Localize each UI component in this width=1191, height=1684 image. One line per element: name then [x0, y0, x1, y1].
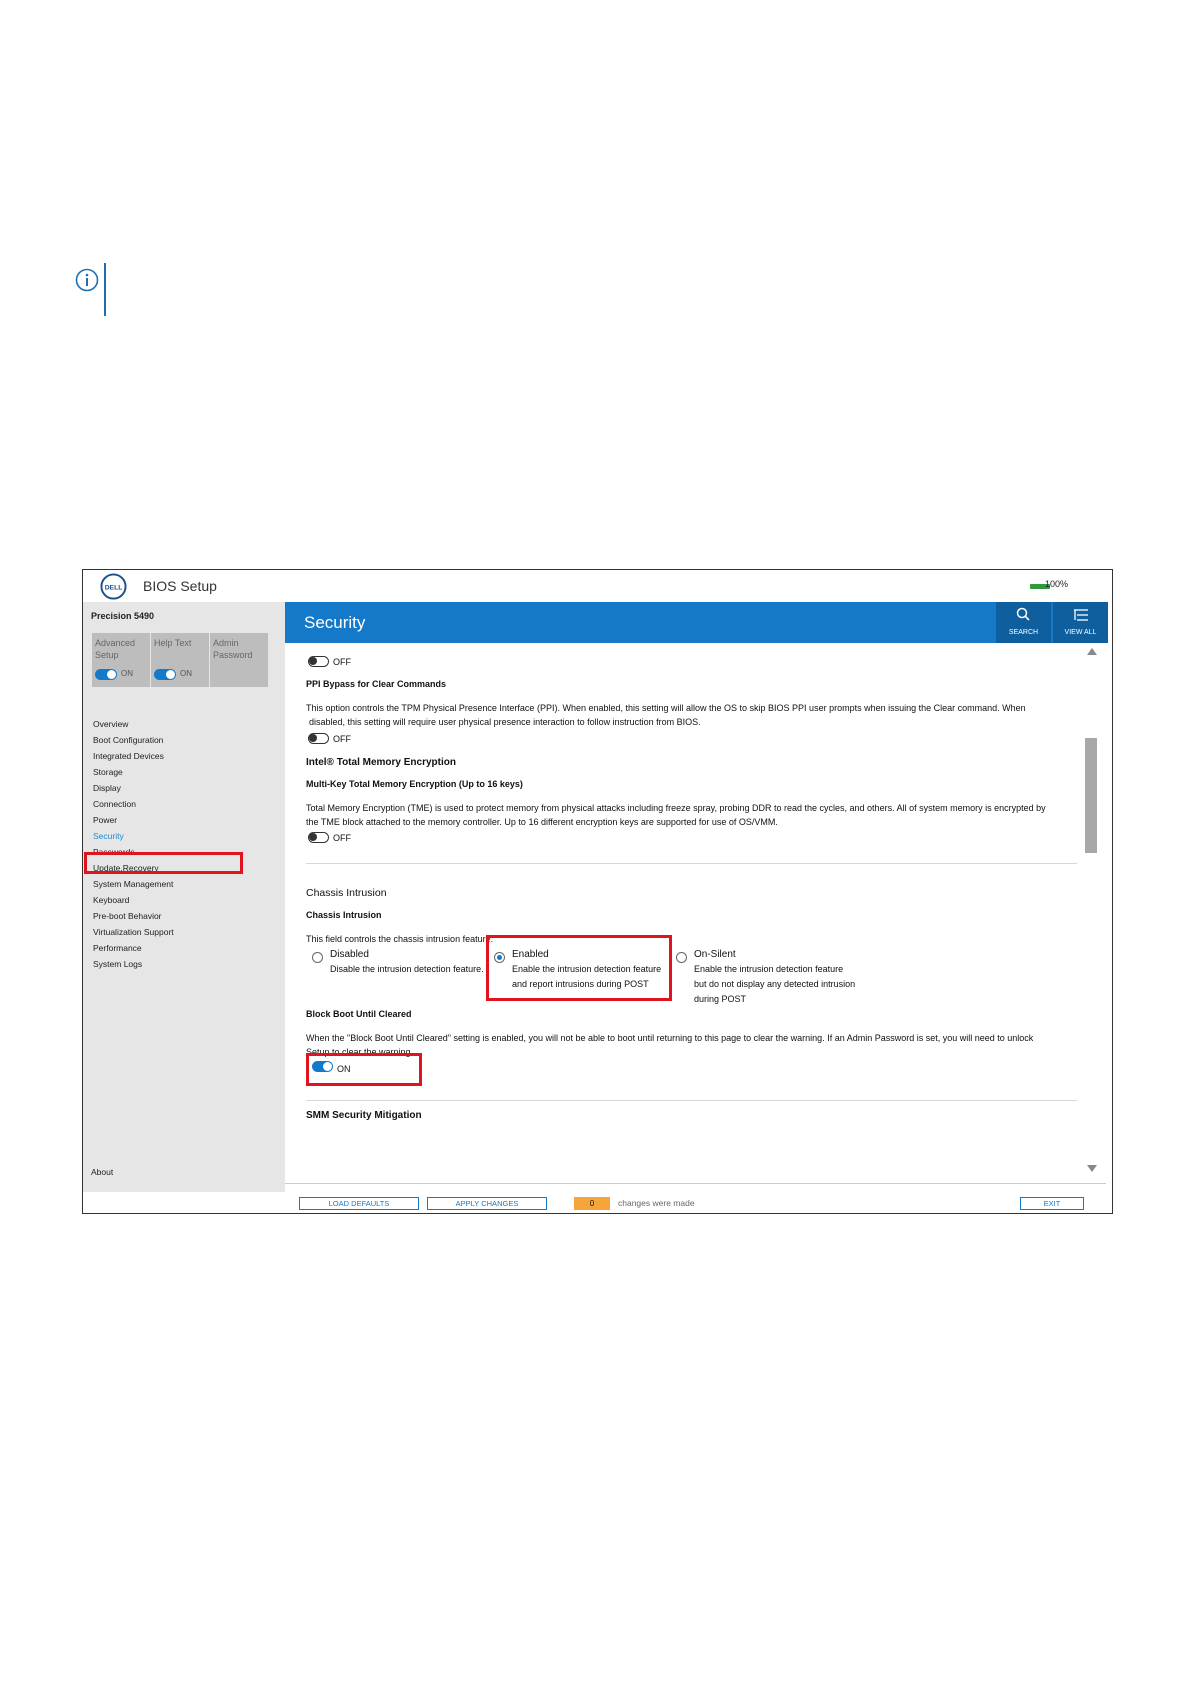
note-divider: [104, 263, 106, 316]
section-divider: [306, 1100, 1077, 1101]
sidebar-nav: [93, 716, 174, 972]
footer-divider: [285, 1183, 1106, 1184]
svg-text:DELL: DELL: [104, 584, 123, 592]
sidebar-item-about[interactable]: About: [91, 1167, 114, 1177]
option-disabled: [330, 947, 484, 977]
scroll-down-arrow-icon[interactable]: [1087, 1165, 1097, 1172]
tme-description-line2: the TME block attached to the memory controller. Up to 16 different encryption keys are supported for use of OS/VMM.: [306, 817, 778, 827]
apply-changes-button[interactable]: APPLY CHANGES: [427, 1197, 547, 1210]
changes-status-text: changes were made: [618, 1198, 695, 1208]
search-button[interactable]: [996, 602, 1051, 643]
ppi-description-line2: disabled, this setting will require user physical presence interaction to follow instruction from BIOS.: [309, 717, 701, 727]
sidebar-item-security[interactable]: Security: [93, 831, 124, 841]
chassis-intrusion-description: This field controls the chassis intrusion feature.: [306, 934, 494, 944]
toggle-state: ON: [180, 669, 192, 678]
search-label: SEARCH: [1008, 629, 1039, 636]
option-desc: Disable the intrusion detection feature.: [330, 964, 484, 974]
option-on-silent: [694, 947, 855, 1007]
option-desc: during POST: [694, 994, 747, 1004]
chassis-intrusion-title: Chassis Intrusion: [306, 887, 387, 899]
title-bar: [83, 570, 1112, 602]
view-all-icon: [1072, 606, 1090, 624]
toggle-state: OFF: [333, 734, 351, 744]
admin-password-tile[interactable]: [210, 633, 268, 687]
block-boot-description-line1: When the "Block Boot Until Cleared" setting is enabled, you will not be able to boot until returning to this page to clear the warning. If an Admin Password is set, you will need to unlock: [306, 1033, 1034, 1043]
tile-label: Advanced Setup: [95, 638, 136, 660]
block-boot-title: Block Boot Until Cleared: [306, 1009, 412, 1019]
battery-percent: 100%: [1044, 579, 1068, 589]
scroll-up-arrow-icon[interactable]: [1087, 648, 1097, 655]
sidebar-item-virtualization-support[interactable]: Virtualization Support: [93, 927, 174, 937]
option-label: Disabled: [330, 949, 369, 960]
enabled-highlight-box: [486, 935, 672, 1001]
scroll-thumb[interactable]: [1085, 738, 1097, 853]
tme-title: Intel® Total Memory Encryption: [306, 757, 456, 768]
option-desc: but do not display any detected intrusion: [694, 979, 856, 989]
change-count-badge: 0: [574, 1197, 610, 1210]
toggle-state: OFF: [333, 657, 351, 667]
page-header: [285, 602, 1106, 643]
sidebar-item-system-management[interactable]: System Management: [93, 879, 174, 889]
smm-title: SMM Security Mitigation: [306, 1110, 422, 1121]
advanced-setup-tile[interactable]: [92, 633, 150, 687]
sidebar-item-overview[interactable]: Overview: [93, 719, 129, 729]
ppi-description-line1: This option controls the TPM Physical Presence Interface (PPI). When enabled, this setting will allow the OS to skip BIOS PPI user prompts when issuing the Clear command. When: [306, 703, 1026, 713]
info-icon: [75, 268, 99, 292]
option-label: On-Silent: [694, 949, 736, 960]
top-setting-toggle[interactable]: [308, 656, 329, 667]
tile-label: Admin Password: [213, 638, 253, 660]
option-desc: Enable the intrusion detection feature: [512, 964, 662, 974]
toggle-state: ON: [121, 669, 133, 678]
radio-on-silent[interactable]: [676, 952, 687, 963]
chassis-intrusion-subtitle: Chassis Intrusion: [306, 910, 382, 920]
sidebar-item-keyboard[interactable]: Keyboard: [93, 895, 130, 905]
help-text-tile[interactable]: [151, 633, 209, 687]
help-text-toggle[interactable]: [154, 669, 176, 680]
security-highlight-box: [84, 852, 243, 874]
sidebar-item-storage[interactable]: Storage: [93, 767, 123, 777]
advanced-setup-toggle[interactable]: [95, 669, 117, 680]
dell-logo-icon: [100, 573, 127, 600]
radio-disabled[interactable]: [312, 952, 323, 963]
toggle-state: ON: [337, 1064, 351, 1074]
ppi-bypass-toggle[interactable]: [308, 733, 329, 744]
sidebar-item-boot-configuration[interactable]: Boot Configuration: [93, 735, 164, 745]
scrollbar[interactable]: [1085, 648, 1097, 1172]
exit-button[interactable]: EXIT: [1020, 1197, 1084, 1210]
sidebar-item-system-logs[interactable]: System Logs: [93, 959, 143, 969]
search-icon: [1015, 606, 1031, 622]
tile-label: Help Text: [154, 638, 192, 648]
security-content: [285, 643, 1085, 1175]
tme-description-line1: Total Memory Encryption (TME) is used to protect memory from physical attacks including freeze spray, probing DDR to read the cycles, and others. All of system memory is encrypted by: [306, 803, 1046, 813]
bios-window: [82, 569, 1113, 1214]
tme-subtitle: Multi-Key Total Memory Encryption (Up to 16 keys): [306, 779, 523, 789]
ppi-bypass-title: PPI Bypass for Clear Commands: [306, 679, 447, 689]
view-all-button[interactable]: [1053, 602, 1108, 643]
view-all-label: VIEW ALL: [1064, 629, 1097, 636]
option-label: Enabled: [512, 949, 549, 960]
page-title: Security: [304, 613, 366, 632]
option-desc: Enable the intrusion detection feature: [694, 964, 844, 974]
block-boot-highlight-box: [306, 1053, 422, 1086]
section-divider: [306, 863, 1077, 864]
sidebar-item-display[interactable]: Display: [93, 783, 121, 793]
model-name: Precision 5490: [91, 611, 155, 621]
block-boot-description-line2: Setup to clear the warning.: [306, 1047, 414, 1057]
load-defaults-button[interactable]: LOAD DEFAULTS: [299, 1197, 419, 1210]
sidebar-item-pre-boot-behavior[interactable]: Pre-boot Behavior: [93, 911, 162, 921]
sidebar-item-connection[interactable]: Connection: [93, 799, 137, 809]
sidebar-item-update-recovery[interactable]: Update,Recovery: [93, 863, 159, 873]
sidebar-item-integrated-devices[interactable]: Integrated Devices: [93, 751, 164, 761]
tme-toggle[interactable]: [308, 832, 329, 843]
sidebar-item-power[interactable]: Power: [93, 815, 118, 825]
sidebar-item-passwords[interactable]: Passwords: [93, 847, 135, 857]
sidebar: [83, 602, 285, 1192]
option-desc: and report intrusions during POST: [512, 979, 649, 989]
toggle-state: OFF: [333, 833, 351, 843]
app-title: BIOS Setup: [143, 578, 217, 594]
sidebar-item-performance[interactable]: Performance: [93, 943, 142, 953]
